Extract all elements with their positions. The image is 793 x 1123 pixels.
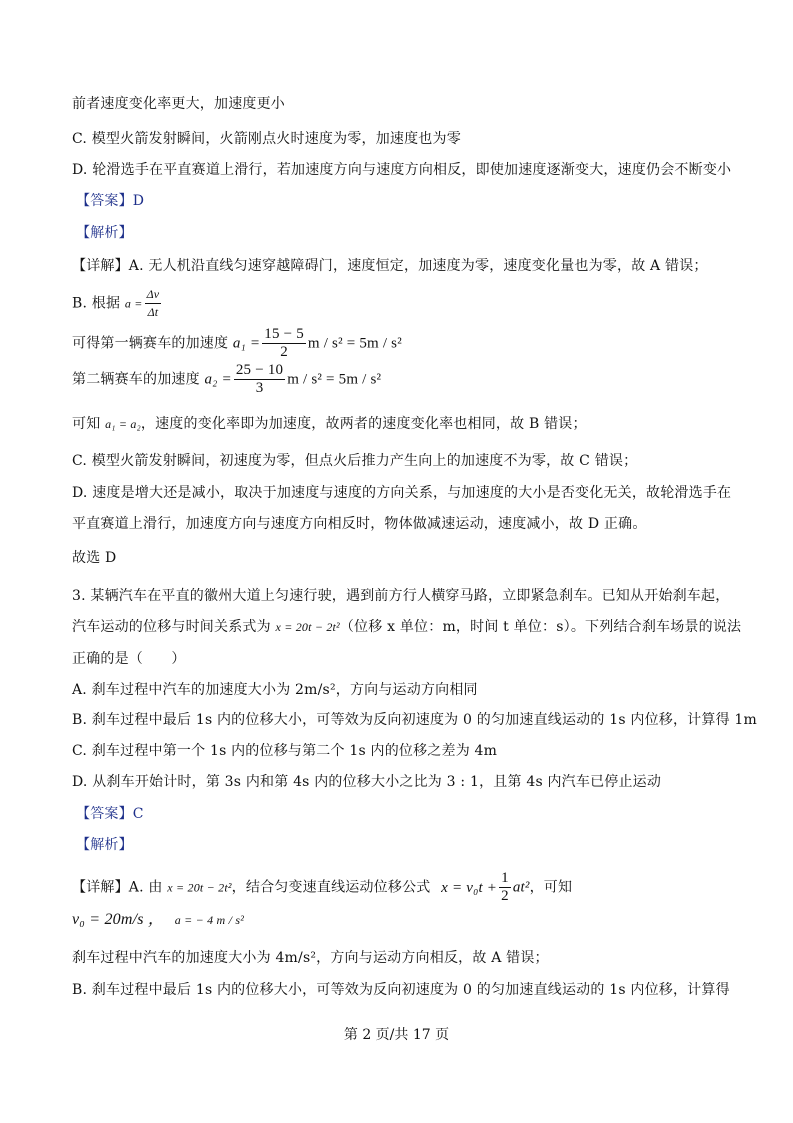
analysis-label: 【解析】 xyxy=(76,225,133,241)
explanation-d-line1: D. 速度是增大还是减小，取决于加速度与速度的方向关系，与加速度的大小是否变化无关，故轮滑选手在 xyxy=(72,485,732,501)
page-number: 第 2 页/共 17 页 xyxy=(343,1027,450,1043)
answer-label-2: 【答案】C xyxy=(76,806,144,822)
q3-option-a: A. 刹车过程中汽车的加速度大小为 2m/s²，方向与运动方向相同 xyxy=(72,682,478,698)
fraction: $\frac{25 - 10}{3}$ xyxy=(235,362,284,396)
explanation-c: C. 模型火箭发射瞬间，初速度为零，但点火后推力产生向上的加速度不为零，故 C 错误； xyxy=(72,453,638,469)
option-d: D. 轮滑选手在平直赛道上滑行，若加速度方向与速度方向相反，即使加速度逐渐变大，速度仍会不断变小 xyxy=(72,162,732,178)
question-3-line3: 正确的是（ ） xyxy=(72,651,186,667)
q3-option-d: D. 从刹车开始计时，第 3s 内和第 4s 内的位移大小之比为 3 : 1，且第 4s 内汽车已停止运动 xyxy=(72,774,662,790)
q3-explanation-b: B. 刹车过程中最后 1s 内的位移大小，可等效为反向初速度为 0 的匀加速直线运动的 1s 内位移，计算得 xyxy=(72,982,730,998)
half-fraction: $\frac{1}{2}$ xyxy=(501,870,509,904)
explanation-d-line2: 平直赛道上滑行，加速度方向与速度方向相反时，物体做减速运动，速度减小，故 D 正确。 xyxy=(72,516,647,532)
first-car-acceleration: 可得第一辆赛车的加速度 a₁ = $\frac{15 - 5}{2}$ m / s² = 5m / s² xyxy=(72,326,402,360)
answer-label: 【答案】D xyxy=(76,193,145,209)
q3-option-c: C. 刹车过程中第一个 1s 内的位移与第二个 1s 内的位移之差为 4m xyxy=(72,743,498,759)
text-line: 前者速度变化率更大，加速度更小 xyxy=(72,96,285,112)
choice-line: 故选 D xyxy=(72,550,117,566)
q3-option-b: B. 刹车过程中最后 1s 内的位移大小，可等效为反向初速度为 0 的匀加速直线运动的 1s 内位移，计算得 1m xyxy=(72,712,758,728)
q3-explanation-a: 【详解】A. 由 x = 20t − 2t²，结合匀变速直线运动位移公式 x = v₀t + $\frac{1}{2}$ at²，可知 xyxy=(72,870,573,904)
explanation-a: 【详解】A. 无人机沿直线匀速穿越障碍门，速度恒定，加速度为零，速度变化量也为零，故 A 错误； xyxy=(72,258,708,274)
initial-values-line: v₀ = 20m/s ， a = − 4 m / s² xyxy=(72,911,245,928)
analysis-label-2: 【解析】 xyxy=(76,837,133,853)
rate-equal-line: 可知 a₁ = a₂，速度的变化率即为加速度，故两者的速度变化率也相同，故 B 错误； xyxy=(72,416,587,432)
option-c: C. 模型火箭发射瞬间，火箭刚点火时速度为零，加速度也为零 xyxy=(72,131,461,147)
second-car-acceleration: 第二辆赛车的加速度 a₂ = $\frac{25 - 10}{3}$ m / s² = 5m / s² xyxy=(72,362,382,396)
question-3-line2: 汽车运动的位移与时间关系式为 x = 20t − 2t²（位移 x 单位：m，时间 t 单位：s）。下列结合刹车场景的说法 xyxy=(72,619,742,635)
question-3-line1: 3. 某辆汽车在平直的徽州大道上匀速行驶，遇到前方行人横穿马路，立即紧急刹车。已知从开始刹车起， xyxy=(72,588,730,604)
delta-fraction: $\frac{\Delta v}{\Delta t}$ xyxy=(146,287,160,319)
fraction: $\frac{15 - 5}{2}$ xyxy=(264,326,304,360)
explanation-b: B. 根据 a = $\frac{\Delta v}{\Delta t}$ xyxy=(72,287,160,319)
q3-acceleration-conclusion: 刹车过程中汽车的加速度大小为 4m/s²，方向与运动方向相反，故 A 错误； xyxy=(72,950,549,966)
